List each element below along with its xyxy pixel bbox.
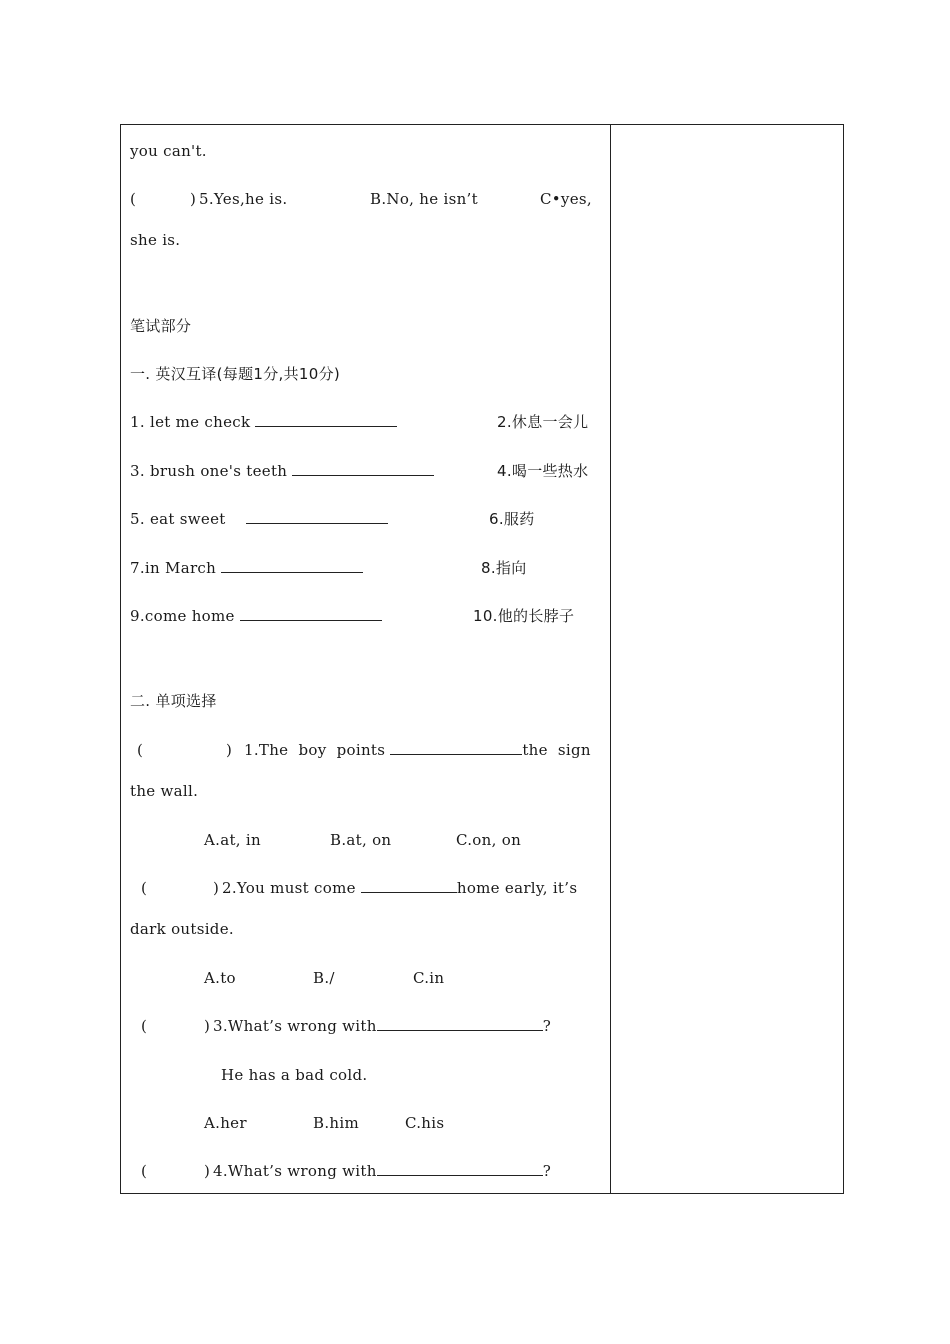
q4-paren-close: ) (204, 1162, 211, 1180)
q2-option-b: B./ (313, 969, 335, 987)
q5-option-c: C•yes, (540, 190, 592, 208)
q5-paren-close: ) (190, 190, 197, 208)
q3-option-a: A.her (204, 1114, 247, 1132)
q1-option-c: C.on, on (456, 831, 522, 849)
q1-stem-continued: the wall. (130, 782, 199, 800)
answer-blank[interactable] (292, 461, 434, 476)
q3-stem: 3.What’s wrong with ? (213, 1017, 552, 1035)
translate-item-right: 8.指向 (481, 559, 527, 577)
q3-option-c: C.his (405, 1114, 445, 1132)
section1-title: 一. 英汉互译(每题1分,共10分) (130, 365, 341, 383)
q1-option-a: A.at, in (204, 831, 261, 849)
q2-paren: ( (141, 879, 148, 897)
translate-item-right: 10.他的长脖子 (473, 607, 575, 625)
translate-item-left: 5. eat sweet (130, 509, 388, 529)
answer-blank[interactable] (240, 606, 382, 621)
answer-blank[interactable] (361, 878, 457, 893)
answer-blank[interactable] (390, 740, 522, 755)
q3-paren: ( (141, 1017, 148, 1035)
section2-title: 二. 单项选择 (130, 692, 217, 710)
q2-stem-continued: dark outside. (130, 920, 234, 938)
q3-paren-close: ) (204, 1017, 211, 1035)
q2-option-a: A.to (204, 969, 236, 987)
translate-item-left: 3. brush one's teeth (130, 461, 434, 481)
column-divider (610, 125, 611, 1193)
translate-item-right: 2.休息一会儿 (497, 413, 589, 431)
q3-option-b: B.him (313, 1114, 359, 1132)
q1-paren: ( (137, 741, 144, 759)
written-part-title: 笔试部分 (130, 317, 192, 335)
answer-blank[interactable] (377, 1161, 543, 1176)
q4-continued: you can't. (130, 142, 207, 160)
q5-paren: ( (130, 190, 137, 208)
q4-paren: ( (141, 1162, 148, 1180)
q2-paren-close: ) (213, 879, 220, 897)
q1-paren-close: ) (226, 741, 233, 759)
answer-blank[interactable] (377, 1016, 543, 1031)
translate-item-left: 7.in March (130, 558, 363, 578)
q4-stem: 4.What’s wrong with ? (213, 1162, 552, 1180)
answer-blank[interactable] (255, 412, 397, 427)
q1-option-b: B.at, on (330, 831, 392, 849)
q5-option-c-continued: she is. (130, 231, 181, 249)
answer-blank[interactable] (246, 509, 388, 524)
q3-answer: He has a bad cold. (221, 1066, 368, 1084)
translate-item-right: 4.喝一些热水 (497, 462, 589, 480)
answer-blank[interactable] (221, 558, 363, 573)
q2-stem: 2.You must come home early, it’s (222, 879, 578, 897)
translate-item-left: 9.come home (130, 606, 382, 626)
q5-option-a: 5.Yes,he is. (199, 190, 288, 208)
q1-stem: 1.The boy points the sign (244, 741, 591, 759)
q5-option-b: B.No, he isn’t (370, 190, 478, 208)
translate-item-right: 6.服药 (489, 510, 535, 528)
translate-item-left: 1. let me check (130, 412, 397, 432)
q2-option-c: C.in (413, 969, 445, 987)
